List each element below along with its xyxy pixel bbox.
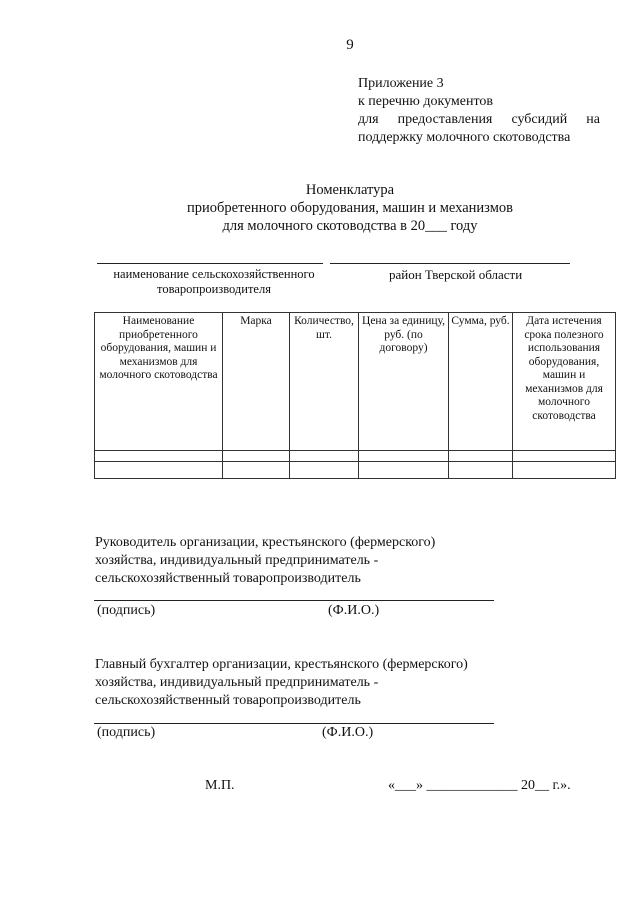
col-header-quantity: Количество, шт. (290, 313, 359, 451)
table-cell[interactable] (223, 451, 290, 462)
acc-caption-line-1: Главный бухгалтер организации, крестьянского (фермерского) (95, 657, 468, 672)
district-field-label: район Тверской области (389, 267, 523, 282)
district-field-line[interactable] (330, 263, 570, 264)
table-cell[interactable] (449, 462, 513, 479)
col-header-price: Цена за единицу, руб. (по договору) (359, 313, 449, 451)
table-header-row (95, 313, 616, 451)
table-cell[interactable] (359, 462, 449, 479)
table-cell[interactable] (290, 451, 359, 462)
table-cell[interactable] (95, 451, 223, 462)
acc-caption-line-3: сельскохозяйственный товаропроизводитель (95, 693, 361, 708)
producer-field-line[interactable] (97, 263, 323, 264)
head-caption-line-1: Руководитель организации, крестьянского (фермерского) (95, 535, 436, 550)
appendix-line-2: к перечню документов (358, 94, 494, 109)
title-line-2: приобретенного оборудования, машин и механизмов (187, 200, 513, 216)
date-field[interactable]: «___» _____________ 20__ г.». (388, 778, 571, 793)
equipment-table (94, 312, 616, 479)
table-cell[interactable] (359, 451, 449, 462)
col-header-name: Наименование приобретенного оборудования, машин и механизмов для молочного скотоводства (95, 313, 223, 451)
document-title (0, 181, 640, 235)
table-cell[interactable] (95, 462, 223, 479)
appendix-note (358, 75, 600, 147)
table-cell[interactable] (223, 462, 290, 479)
acc-caption-line-2: хозяйства, индивидуальный предприниматель - (95, 675, 379, 690)
col-header-sum: Сумма, руб. (449, 313, 513, 451)
head-name-label: (Ф.И.О.) (328, 603, 380, 618)
table-cell[interactable] (513, 451, 616, 462)
producer-label-line-1: наименование сельскохозяйственного (113, 267, 315, 281)
table-row[interactable] (95, 462, 616, 479)
head-caption-line-3: сельскохозяйственный товаропроизводитель (95, 571, 361, 586)
table-cell[interactable] (449, 451, 513, 462)
table-cell[interactable] (513, 462, 616, 479)
head-sign-label: (подпись) (97, 603, 156, 618)
producer-label-line-2: товаропроизводителя (157, 282, 271, 296)
appendix-line-3: для предоставления субсидий на (358, 112, 600, 127)
page-number: 9 (346, 37, 354, 53)
col-header-brand: Марка (223, 313, 290, 451)
table-cell[interactable] (290, 462, 359, 479)
producer-field-label (99, 267, 329, 297)
stamp-placeholder: М.П. (205, 778, 235, 793)
table-row[interactable] (95, 451, 616, 462)
title-line-1: Номенклатура (305, 182, 395, 198)
head-caption-line-2: хозяйства, индивидуальный предприниматель - (95, 553, 379, 568)
head-signature-line[interactable] (94, 600, 494, 601)
acc-name-label: (Ф.И.О.) (322, 725, 374, 740)
appendix-line-4: поддержку молочного скотоводства (358, 130, 571, 145)
title-line-3: для молочного скотоводства в 20___ году (222, 218, 478, 234)
head-signature-caption (95, 534, 435, 588)
accountant-signature-caption (95, 656, 468, 710)
accountant-signature-line[interactable] (94, 723, 494, 724)
appendix-line-1: Приложение 3 (358, 76, 444, 91)
col-header-expiry: Дата истечения срока полезного использования оборудования, машин и механизмов для молочного скотоводства (513, 313, 616, 451)
acc-sign-label: (подпись) (97, 725, 156, 740)
